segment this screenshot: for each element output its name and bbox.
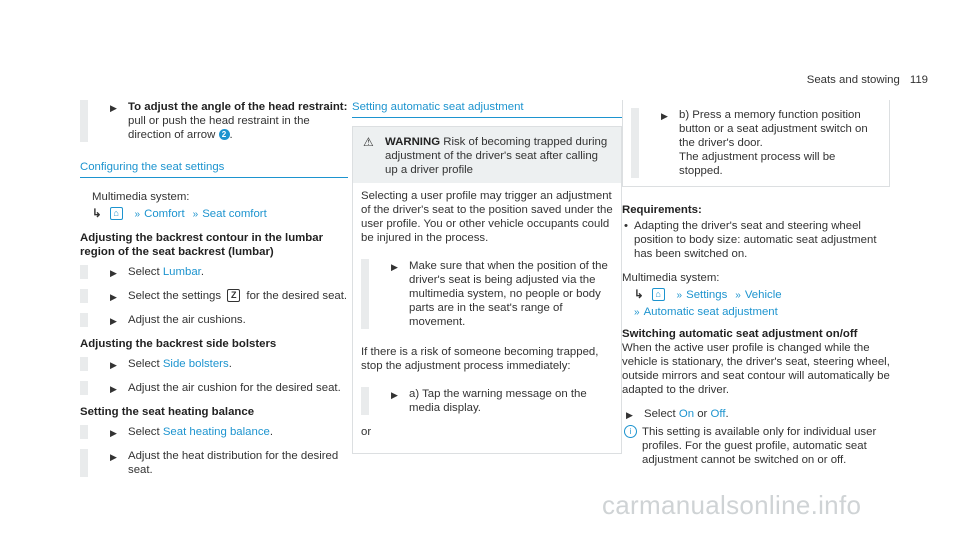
warning-paragraph: Selecting a user profile may trigger an adjustment of the driver's seat to the position saved under the user profile. You or other vehicle occupants could be injured in the process. [361, 190, 613, 244]
chevron-icon: » [192, 209, 199, 220]
header-section: Seats and stowing [806, 74, 900, 86]
punct: . [228, 358, 232, 370]
triangle-icon: ▶ [110, 360, 117, 370]
step-bar [80, 425, 88, 439]
heating-heading: Setting the seat heating balance [80, 406, 255, 418]
return-arrow-icon: ↳ [92, 208, 102, 220]
info-note [622, 425, 890, 467]
memory-step [631, 108, 881, 178]
info-icon: i [624, 425, 637, 438]
step-bar [631, 108, 639, 178]
warning-body-2 [353, 339, 621, 387]
section-title: Configuring the seat settings [80, 160, 348, 178]
step-bar [80, 449, 88, 477]
warning-box [352, 126, 622, 454]
select-on-off-step [622, 407, 890, 421]
step-bar [80, 381, 88, 395]
path-seat-comfort[interactable]: Seat comfort [202, 208, 267, 220]
off-option[interactable]: Off [710, 408, 726, 420]
page-number: 119 [909, 74, 928, 86]
home-icon[interactable]: ⌂ [652, 288, 665, 301]
warning-label: WARNING [385, 136, 441, 148]
menu-path [80, 206, 348, 223]
triangle-icon: ▶ [110, 316, 117, 326]
switch-heading: Switching automatic seat adjustment on/off [622, 328, 858, 340]
chevron-icon: » [735, 290, 741, 301]
step-text: Make sure that when the position of the driver's seat is being adjusted via the multimedia system, no people or body parts are in the seat's range of movement. [409, 260, 608, 328]
air-step [80, 313, 348, 327]
triangle-icon: ▶ [391, 262, 398, 272]
multimedia-label: Multimedia system: [92, 191, 190, 203]
step-text: Select [128, 266, 163, 278]
heat-dist-step [80, 449, 348, 477]
chevron-icon: » [134, 209, 141, 220]
arrow-number-icon: 2 [219, 129, 230, 140]
step-bar [80, 289, 88, 303]
step-bar [80, 100, 88, 142]
step-text: Select the settings [128, 290, 225, 302]
path-auto-seat[interactable]: Automatic seat adjustment [643, 306, 778, 318]
step-bar [80, 357, 88, 371]
path-comfort[interactable]: Comfort [144, 208, 185, 220]
triangle-icon: ▶ [110, 452, 117, 462]
section-title: Setting automatic seat adjustment [352, 100, 622, 118]
step-text: a) Tap the warning message on the media display. [409, 388, 587, 414]
path-vehicle[interactable]: Vehicle [744, 289, 782, 301]
chevron-icon: » [676, 290, 683, 301]
warning-continuation [622, 100, 890, 187]
home-icon[interactable]: ⌂ [110, 207, 123, 220]
path-settings[interactable]: Settings [686, 289, 728, 301]
warning-body-3 [353, 425, 621, 453]
tap-step [361, 387, 613, 415]
side-bolsters-option[interactable]: Side bolsters [162, 358, 229, 370]
page-header [807, 73, 928, 87]
lumbar-step [80, 265, 348, 279]
step-text: Select [128, 426, 163, 438]
warning-text: Risk of becoming trapped during adjustment of the driver's seat after calling up a driver profile [385, 136, 608, 176]
step-text: Select [644, 408, 679, 420]
warning-header [353, 127, 621, 183]
triangle-icon: ▶ [661, 111, 668, 121]
step-text: Adjust the air cushion for the desired seat. [128, 382, 341, 394]
settings-icon[interactable]: Z [227, 289, 240, 302]
note-text: This setting is available only for individual user profiles. For the guest profile, automatic seat adjustment cannot be switched on or off. [642, 426, 877, 466]
step-text: for the desired seat. [243, 290, 348, 302]
column-3 [622, 100, 890, 467]
multimedia-label: Multimedia system: [622, 272, 720, 284]
on-option[interactable]: On [678, 408, 695, 420]
punct: . [229, 129, 233, 141]
step-bar [80, 265, 88, 279]
step-text: b) Press a memory function position button or a seat adjustment switch on the driver's door. [679, 109, 868, 149]
column-2 [352, 100, 622, 454]
column-1 [80, 100, 348, 487]
switch-paragraph: When the active user profile is changed while the vehicle is stationary, the driver's seat, steering wheel, outside mirrors and seat contour will automatically be adapted to the driver. [622, 342, 890, 396]
step-text: Adjust the heat distribution for the desired seat. [128, 450, 339, 476]
triangle-icon: ▶ [110, 103, 117, 113]
punct: . [725, 408, 729, 420]
make-sure-step [361, 259, 613, 329]
triangle-icon: ▶ [110, 384, 117, 394]
step-text: Select [128, 358, 163, 370]
lumbar-option[interactable]: Lumbar [162, 266, 201, 278]
step-text: The adjustment process will be stopped. [679, 151, 836, 177]
step-text: pull or push the head restraint in the direction of arrow [128, 115, 310, 141]
heating-step [80, 425, 348, 439]
triangle-icon: ▶ [391, 390, 398, 400]
step-text: Adjust the air cushions. [128, 314, 246, 326]
air-desired-step [80, 381, 348, 395]
menu-path [622, 287, 890, 321]
triangle-icon: ▶ [110, 292, 117, 302]
bolsters-heading: Adjusting the backrest side bolsters [80, 338, 277, 350]
punct: . [269, 426, 274, 438]
or-text: or [361, 426, 372, 438]
lumbar-heading: Adjusting the backrest contour in the lumbar region of the seat backrest (lumbar) [80, 232, 324, 258]
triangle-icon: ▶ [110, 268, 117, 278]
chevron-icon: » [634, 307, 640, 318]
watermark: carmanualsonline.info [602, 490, 862, 520]
return-arrow-icon: ↳ [634, 289, 644, 301]
step-bar [361, 387, 369, 415]
warning-body [353, 183, 621, 259]
step-bar [80, 313, 88, 327]
head-restraint-step [80, 100, 348, 142]
requirement-bullet: • Adapting the driver's seat and steering wheel position to body size: automatic seat adjustment has been switched on. [622, 219, 890, 261]
requirements-heading: Requirements: [622, 204, 702, 216]
step-text: or [694, 408, 711, 420]
punct: . [200, 266, 204, 278]
settings-step [80, 289, 348, 303]
triangle-icon: ▶ [626, 410, 633, 420]
warning-icon: ⚠ [363, 135, 374, 149]
step-bold-text: To adjust the angle of the head restraint: [128, 101, 348, 113]
risk-paragraph: If there is a risk of someone becoming trapped, stop the adjustment process immediately: [361, 346, 599, 372]
triangle-icon: ▶ [110, 428, 117, 438]
bolsters-step [80, 357, 348, 371]
heating-balance-option[interactable]: Seat heating balance [162, 426, 270, 438]
step-bar [361, 259, 369, 329]
